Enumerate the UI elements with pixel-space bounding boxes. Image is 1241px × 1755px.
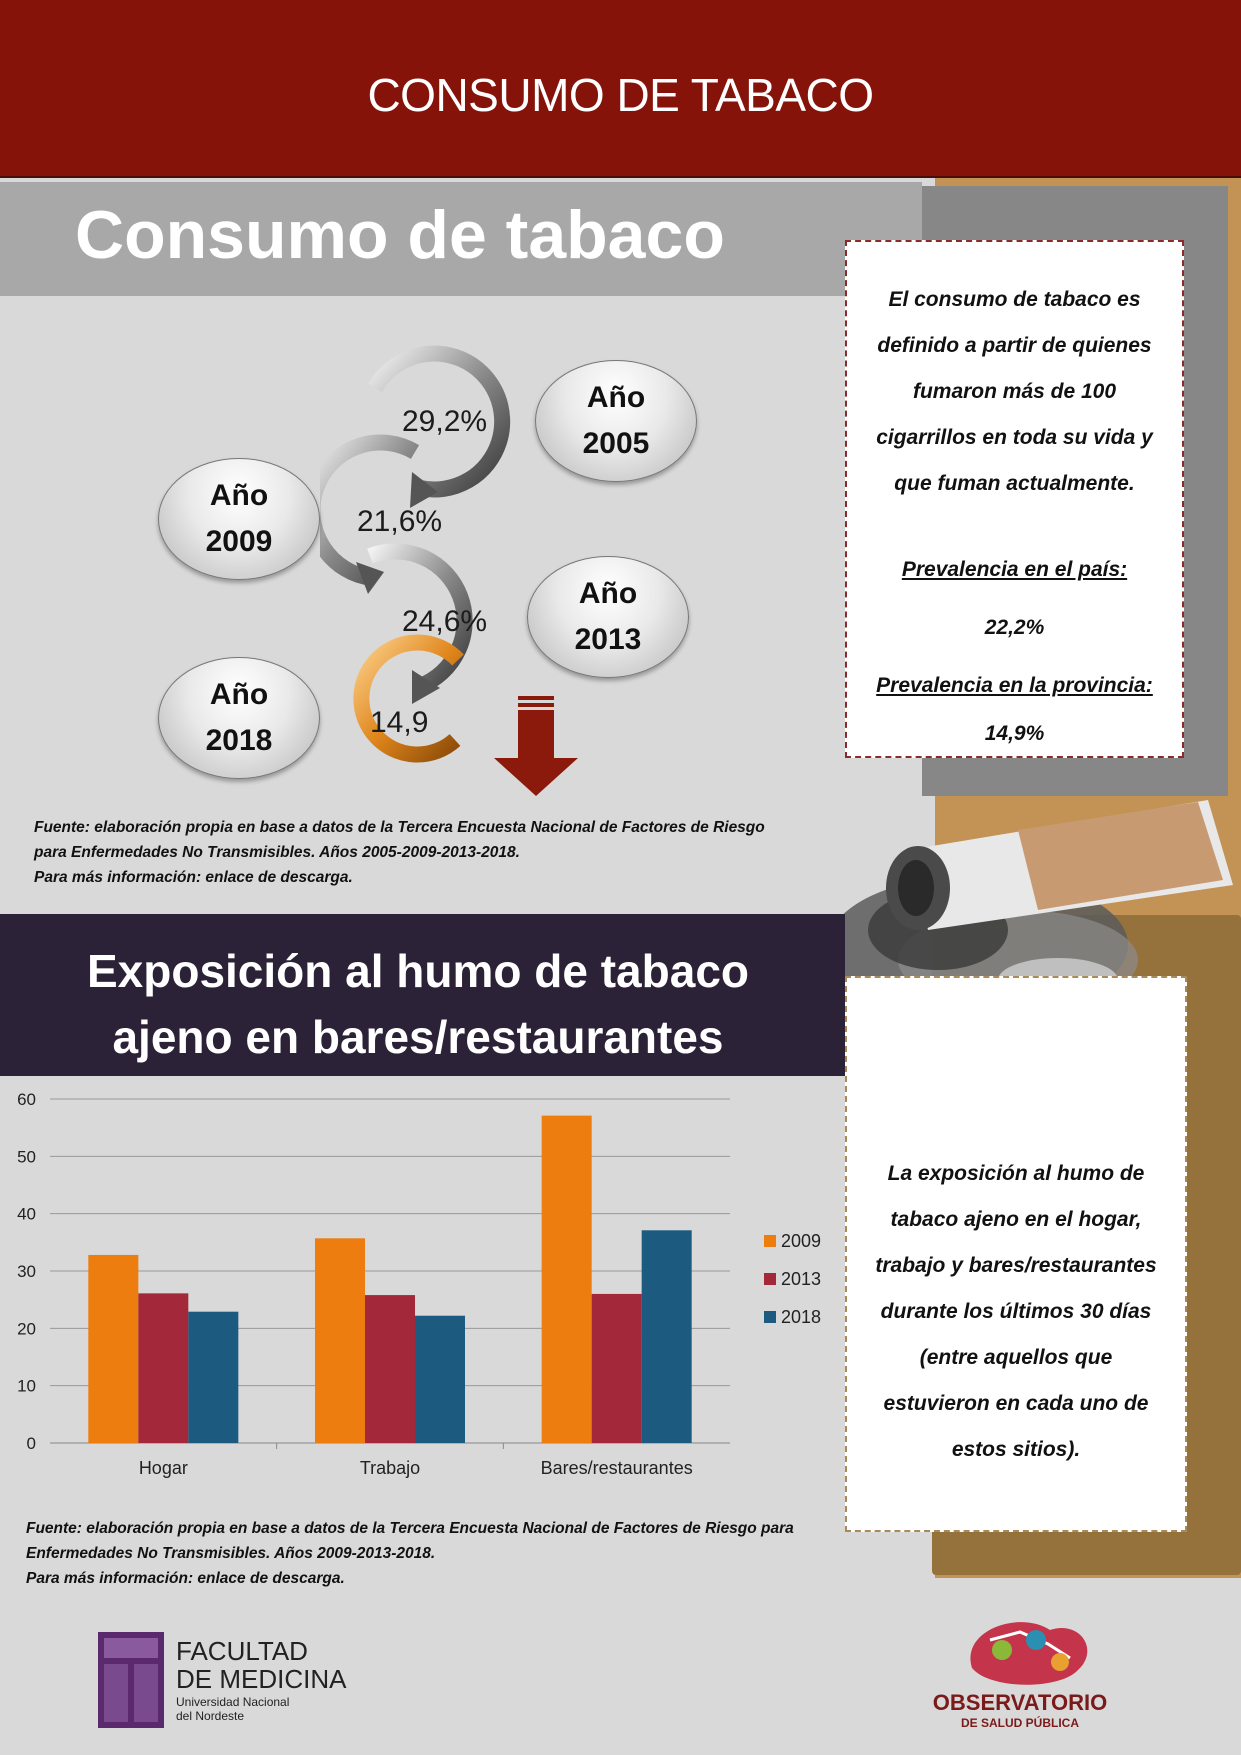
y-tick-label: 50 (17, 1147, 36, 1167)
bar-2013 (592, 1294, 642, 1443)
y-tick-label: 0 (26, 1434, 36, 1453)
definition-line: que fuman actualmente. (894, 472, 1135, 495)
year-label: Año (209, 678, 269, 711)
year-number: 2013 (574, 623, 642, 656)
faculty-line2: DE MEDICINA (176, 1664, 347, 1694)
y-tick-label: 20 (17, 1319, 36, 1339)
legend-swatch-2009 (764, 1235, 776, 1247)
definition-line: fumaron más de 100 (912, 380, 1117, 403)
year-label: Año (209, 479, 269, 512)
legend-swatch-2013 (764, 1273, 776, 1285)
year-label: Año (586, 381, 646, 414)
bar-chart (0, 1085, 845, 1485)
source-line: Para más información: enlace de descarga. (34, 869, 353, 886)
year-bubble-2018 (158, 657, 320, 779)
faculty-line4: del Nordeste (176, 1709, 245, 1723)
faculty-line1: FACULTAD (176, 1636, 308, 1666)
bar-2009 (315, 1238, 365, 1443)
legend-label: 2009 (781, 1231, 822, 1251)
bar-2013 (138, 1293, 188, 1443)
exposure-line: (entre aquellos que (919, 1346, 1113, 1369)
year-number: 2005 (582, 427, 650, 460)
exposure-line: La exposición al humo de (887, 1162, 1145, 1185)
source-line: Enfermedades No Transmisibles. Años 2009-2013-2018. (26, 1545, 436, 1562)
y-tick-label: 30 (17, 1262, 36, 1281)
year-bubble-2005 (535, 360, 697, 482)
year-number: 2018 (205, 724, 273, 757)
y-tick-label: 60 (17, 1090, 36, 1109)
year-bubble-2009 (158, 458, 320, 580)
faculty-line3: Universidad Nacional (176, 1695, 290, 1709)
year-label: Año (578, 577, 638, 610)
section1-title: Consumo de tabaco (75, 197, 725, 273)
source-line: para Enfermedades No Transmisibles. Años 2005-2009-2013-2018. (34, 844, 520, 861)
faculty-logo (98, 1632, 368, 1732)
exposure-line: estuvieron en cada uno de (883, 1392, 1149, 1415)
x-tick-label: Hogar (138, 1458, 188, 1478)
exposure-line: trabajo y bares/restaurantes (875, 1254, 1157, 1277)
x-tick-label: Trabajo (359, 1458, 421, 1478)
down-arrow-icon (494, 696, 578, 796)
year-number: 2009 (205, 525, 273, 558)
bar-2018 (188, 1312, 238, 1443)
y-tick-label: 40 (17, 1204, 36, 1224)
bar-2013 (365, 1295, 415, 1443)
exposure-line: estos sitios). (951, 1438, 1081, 1461)
observatory-line1: OBSERVATORIO (932, 1690, 1108, 1715)
banner-title: CONSUMO DE TABACO (367, 69, 874, 121)
source-line: Para más información: enlace de descarga. (26, 1570, 345, 1587)
source-line: Fuente: elaboración propia en base a datos de la Tercera Encuesta Nacional de Factores de Riesgo para (26, 1520, 794, 1537)
exposure-definition-box (845, 976, 1187, 1532)
country-value: 22,2% (984, 616, 1045, 639)
legend-label: 2018 (781, 1307, 822, 1327)
value-2013: 24,6% (402, 605, 488, 638)
x-tick-label: Bares/restaurantes (540, 1458, 693, 1478)
observatory-line2: DE SALUD PÚBLICA (960, 1716, 1080, 1730)
province-label: Prevalencia en la provincia: (876, 674, 1153, 697)
year-bubble-2013 (527, 556, 689, 678)
bar-2018 (415, 1316, 465, 1443)
section2-title-line: Exposición al humo de tabaco (86, 945, 749, 997)
source-note-1 (34, 815, 765, 890)
source-note-2 (26, 1516, 794, 1591)
observatory-logo (920, 1610, 1120, 1730)
section2-title (0, 938, 836, 1070)
value-2018: 14,9 (370, 706, 429, 739)
y-tick-label: 10 (17, 1376, 36, 1396)
bar-2009 (88, 1255, 138, 1443)
exposure-line: durante los últimos 30 días (880, 1300, 1152, 1323)
country-label: Prevalencia en el país: (901, 558, 1128, 581)
legend-swatch-2018 (764, 1311, 776, 1323)
bar-2018 (642, 1230, 692, 1443)
source-line: Fuente: elaboración propia en base a datos de la Tercera Encuesta Nacional de Factores de Riesgo (34, 819, 765, 836)
exposure-line: tabaco ajeno en el hogar, (890, 1208, 1142, 1231)
definition-line: El consumo de tabaco es (888, 288, 1141, 311)
definition-box (845, 240, 1184, 758)
legend-label: 2013 (781, 1269, 822, 1289)
value-2009: 21,6% (357, 505, 443, 538)
section2-title-line: ajeno en bares/restaurantes (112, 1011, 724, 1063)
province-value: 14,9% (984, 722, 1045, 745)
value-2005: 29,2% (402, 405, 488, 438)
definition-line: definido a partir de quienes (877, 334, 1152, 357)
bar-2009 (542, 1116, 592, 1443)
definition-line: cigarrillos en toda su vida y (876, 426, 1153, 449)
